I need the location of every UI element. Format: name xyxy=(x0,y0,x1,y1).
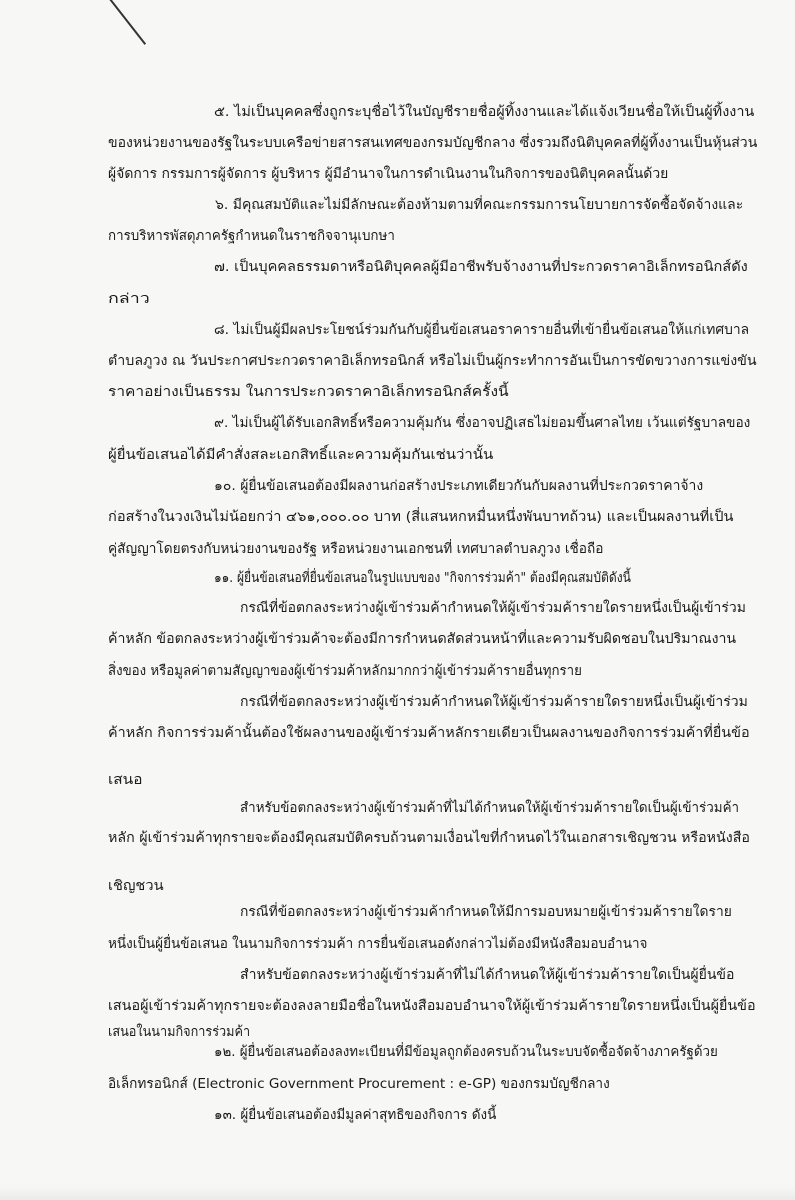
text-line: กรณีที่ข้อตกลงระหว่างผู้เข้าร่วมค้ากำหนดให้มีการมอบหมายผู้เข้าร่วมค้ารายใดราย xyxy=(240,904,732,920)
text-line: เสนอผู้เข้าร่วมค้าทุกรายจะต้องลงลายมือชื่อในหนังสือมอบอำนาจให้ผู้เข้าร่วมค้ารายใดรายหนึ่งเป็นผู้ยื่นข้อ xyxy=(108,998,756,1014)
text-line: ตำบลภูวง ณ วันประกาศประกวดราคาอิเล็กทรอนิกส์ หรือไม่เป็นผู้กระทำการอันเป็นการขัดขวางการแข่งขัน xyxy=(108,353,757,369)
text-line: ค้าหลัก กิจการร่วมค้านั้นต้องใช้ผลงานของผู้เข้าร่วมค้าหลักรายเดียวเป็นผลงานของกิจการร่วมค้าที่ยื่นข้อ xyxy=(108,725,750,741)
text-line: ๑๑. ผู้ยื่นข้อเสนอที่ยื่นข้อเสนอในรูปแบบของ "กิจการร่วมค้า" ต้องมีคุณสมบัติดังนี้ xyxy=(214,570,631,586)
text-line: หลัก ผู้เข้าร่วมค้าทุกรายจะต้องมีคุณสมบัติครบถ้วนตามเงื่อนไขที่กำหนดไว้ในเอกสารเชิญชวน หรือหนังสือ xyxy=(108,830,750,846)
text-line: ๗. เป็นบุคคลธรรมดาหรือนิติบุคคลผู้มีอาชีพรับจ้างงานที่ประกวดราคาอิเล็กทรอนิกส์ดัง xyxy=(214,259,748,275)
text-line: ราคาอย่างเป็นธรรม ในการประกวดราคาอิเล็กทรอนิกส์ครั้งนี้ xyxy=(108,384,509,400)
text-line: สำหรับข้อตกลงระหว่างผู้เข้าร่วมค้าที่ไม่ได้กำหนดให้ผู้เข้าร่วมค้ารายใดเป็นผู้ยื่นข้อ xyxy=(240,967,735,983)
text-line: ๑๐. ผู้ยื่นข้อเสนอต้องมีผลงานก่อสร้างประเภทเดียวกันกับผลงานที่ประกวดราคาจ้าง xyxy=(214,478,704,494)
text-line: การบริหารพัสดุภาครัฐกำหนดในราชกิจจานุเบกษา xyxy=(108,228,395,244)
text-line: กรณีที่ข้อตกลงระหว่างผู้เข้าร่วมค้ากำหนดให้ผู้เข้าร่วมค้ารายใดรายหนึ่งเป็นผู้เข้าร่วม xyxy=(240,694,748,710)
text-line: เสนอในนามกิจการร่วมค้า xyxy=(108,1024,251,1040)
text-line: ๕. ไม่เป็นบุคคลซึ่งถูกระบุชื่อไว้ในบัญชีรายชื่อผู้ทิ้งงานและได้แจ้งเวียนชื่อให้เป็นผู้ทิ้งงาน xyxy=(214,104,755,120)
text-line: อิเล็กทรอนิกส์ (Electronic Government Procurement : e-GP) ของกรมบัญชีกลาง xyxy=(108,1076,610,1092)
text-line: สำหรับข้อตกลงระหว่างผู้เข้าร่วมค้าที่ไม่ได้กำหนดให้ผู้เข้าร่วมค้ารายใดเป็นผู้เข้าร่วมค้า xyxy=(240,800,740,816)
text-line: ของหน่วยงานของรัฐในระบบเครือข่ายสารสนเทศของกรมบัญชีกลาง ซึ่งรวมถึงนิติบุคคลที่ผู้ทิ้งงานเป็นหุ้นส่วน xyxy=(108,135,758,151)
text-line: คู่สัญญาโดยตรงกับหน่วยงานของรัฐ หรือหน่วยงานเอกชนที่ เทศบาลตำบลภูวง เชื่อถือ xyxy=(108,541,604,557)
scan-corner-mark xyxy=(86,0,146,45)
text-line: ก่อสร้างในวงเงินไม่น้อยกว่า ๔๖๑,๐๐๐.๐๐ บาท (สี่แสนหกหมื่นหนึ่งพันบาทถ้วน) และเป็นผลงานที่เป็น xyxy=(108,509,734,525)
text-line: ผู้จัดการ กรรมการผู้จัดการ ผู้บริหาร ผู้มีอำนาจในการดำเนินงานในกิจการของนิติบุคคลนั้นด้วย xyxy=(108,166,669,182)
text-line: หนึ่งเป็นผู้ยื่นข้อเสนอ ในนามกิจการร่วมค้า การยื่นข้อเสนอดังกล่าวไม่ต้องมีหนังสือมอบอำนาจ xyxy=(108,936,648,952)
text-line: ๑๓. ผู้ยื่นข้อเสนอต้องมีมูลค่าสุทธิของกิจการ ดังนี้ xyxy=(214,1107,497,1123)
text-line: ๖. มีคุณสมบัติและไม่มีลักษณะต้องห้ามตามที่คณะกรรมการนโยบายการจัดซื้อจัดจ้างและ xyxy=(215,197,744,213)
text-line: ๘. ไม่เป็นผู้มีผลประโยชน์ร่วมกันกับผู้ยื่นข้อเสนอราคารายอื่นที่เข้ายื่นข้อเสนอให้แก่เทศบาล xyxy=(214,322,750,338)
text-line: ค้าหลัก ข้อตกลงระหว่างผู้เข้าร่วมค้าจะต้องมีการกำหนดสัดส่วนหน้าที่และความรับผิดชอบในปริมาณงาน xyxy=(108,631,737,647)
scan-bottom-edge xyxy=(0,1186,795,1200)
text-line: กรณีที่ข้อตกลงระหว่างผู้เข้าร่วมค้ากำหนดให้ผู้เข้าร่วมค้ารายใดรายหนึ่งเป็นผู้เข้าร่วม xyxy=(240,600,746,616)
text-line: เสนอ xyxy=(108,772,143,788)
text-line: ๑๒. ผู้ยื่นข้อเสนอต้องลงทะเบียนที่มีข้อมูลถูกต้องครบถ้วนในระบบจัดซื้อจัดจ้างภาครัฐด้วย xyxy=(214,1044,718,1060)
text-line: ๙. ไม่เป็นผู้ได้รับเอกสิทธิ์หรือความคุ้มกัน ซึ่งอาจปฏิเสธไม่ยอมขึ้นศาลไทย เว้นแต่รัฐบาลของ xyxy=(214,415,751,431)
text-line: ผู้ยื่นข้อเสนอได้มีคำสั่งสละเอกสิทธิ์และความคุ้มกันเช่นว่านั้น xyxy=(108,447,494,463)
text-line: เชิญชวน xyxy=(108,878,164,894)
text-line: สิ่งของ หรือมูลค่าตามสัญญาของผู้เข้าร่วมค้าหลักมากกว่าผู้เข้าร่วมค้ารายอื่นทุกราย xyxy=(108,663,582,679)
text-line: กล่าว xyxy=(108,291,150,307)
